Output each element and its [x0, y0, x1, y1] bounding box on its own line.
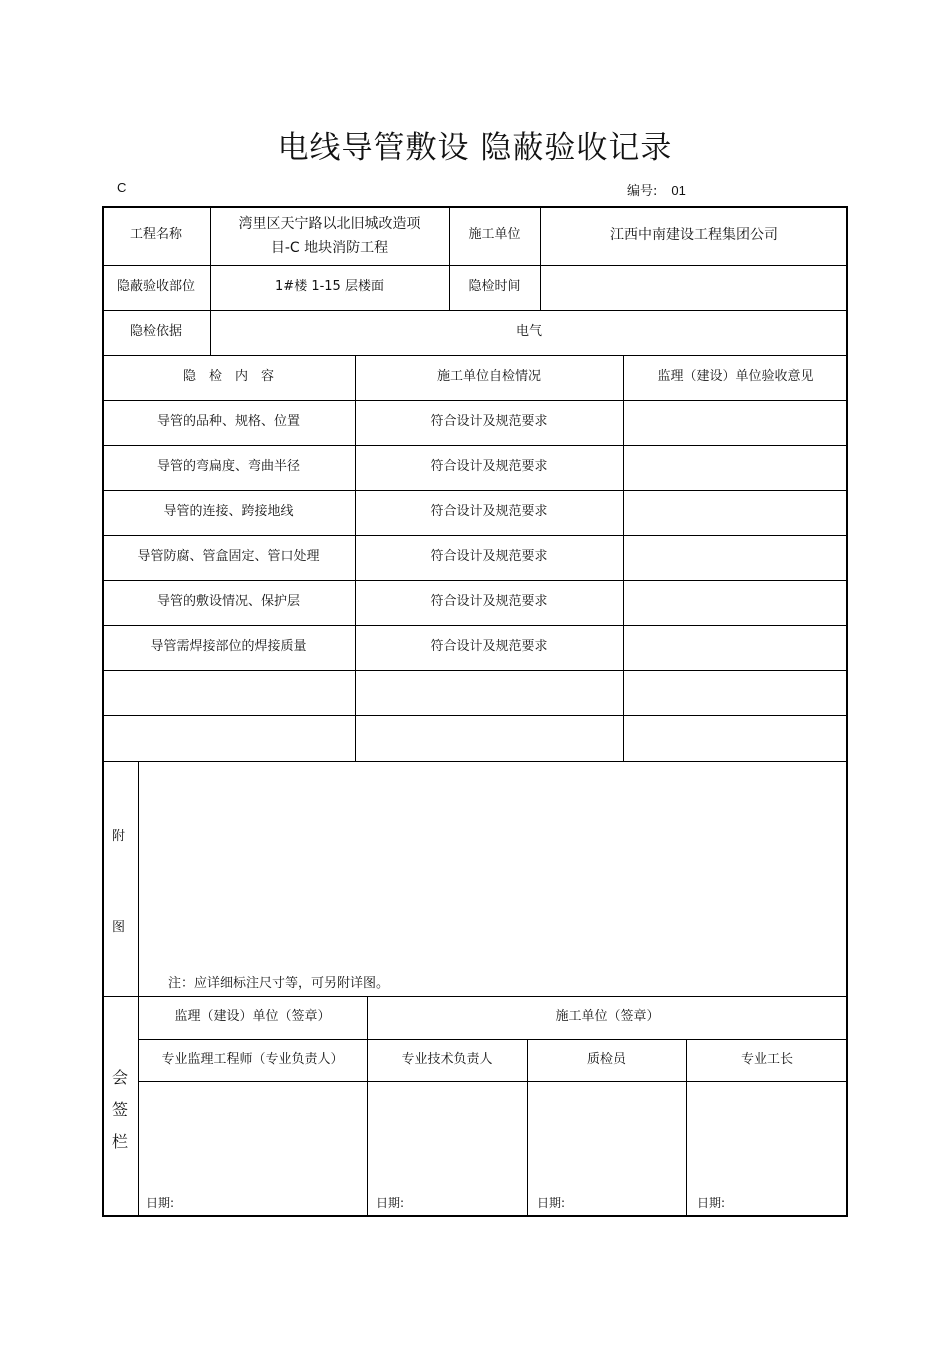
row-content: 导管防腐、管盒固定、管口处理 — [137, 549, 320, 565]
contractor-unit-seal: 施工单位（签章） — [555, 1009, 660, 1025]
project-name-label: 工程名称 — [129, 227, 182, 243]
row-opinion — [623, 400, 848, 445]
row-opinion — [623, 490, 848, 535]
page-title: 电线导管敷设 隐蔽验收记录 — [277, 130, 673, 166]
row-opinion — [623, 580, 848, 625]
row-self-check: 符合设计及规范要求 — [430, 414, 548, 430]
role-foreman: 专业工长 — [740, 1051, 793, 1067]
signoff-char-1: 会 — [111, 1068, 128, 1087]
row-self-check: 符合设计及规范要求 — [430, 639, 548, 655]
row-content: 导管需焊接部位的焊接质量 — [150, 639, 307, 655]
row-opinion — [623, 625, 848, 670]
header-content: 隐 检 内 容 — [182, 369, 274, 385]
row-content: 导管的连接、跨接地线 — [163, 504, 294, 520]
row-self-check: 符合设计及规范要求 — [430, 594, 548, 610]
date-label: 日期: — [537, 1196, 566, 1210]
row-content — [102, 670, 355, 715]
rule — [138, 761, 139, 1217]
row-opinion — [623, 670, 848, 715]
attachment-label-1: 附 — [112, 829, 126, 844]
attachment-label-2: 图 — [112, 920, 126, 935]
row-opinion — [623, 445, 848, 490]
row-self-check: 符合设计及规范要求 — [430, 459, 548, 475]
attachment-note: 注：应详细标注尺寸等，可另附详图。 — [168, 976, 390, 991]
row-self-check: 符合设计及规范要求 — [430, 549, 548, 565]
concealed-part-value: 1#楼 1-15 层楼面 — [275, 279, 384, 295]
row-opinion — [623, 715, 848, 761]
record-number-value: 01 — [671, 183, 686, 198]
date-label: 日期: — [697, 1196, 726, 1210]
signoff-label — [110, 1062, 130, 1158]
contractor-label: 施工单位 — [468, 227, 521, 243]
row-content: 导管的品种、规格、位置 — [156, 414, 300, 430]
supervisor-unit-seal: 监理（建设）单位（签章） — [174, 1009, 331, 1025]
project-name-line1: 湾里区天宁路以北旧城改造项 — [238, 215, 421, 232]
concealed-part-label: 隐蔽验收部位 — [116, 279, 195, 295]
contractor-value: 江西中南建设工程集团公司 — [610, 227, 778, 244]
inspection-basis-value: 电气 — [515, 324, 542, 340]
signoff-char-2: 签 — [111, 1100, 128, 1119]
row-content — [102, 715, 355, 761]
header-supervisor-opinion: 监理（建设）单位验收意见 — [657, 369, 814, 385]
row-content: 导管的弯扁度、弯曲半径 — [156, 459, 300, 475]
row-self-check — [355, 715, 623, 761]
signoff-char-3: 栏 — [111, 1132, 128, 1151]
rule — [102, 761, 848, 762]
row-opinion — [623, 535, 848, 580]
project-name-value — [210, 206, 449, 265]
inspection-time-value — [540, 265, 848, 310]
date-label: 日期: — [146, 1196, 175, 1210]
date-label: 日期: — [376, 1196, 405, 1210]
project-name-line2: 目-C 地块消防工程 — [270, 239, 389, 256]
inspection-basis-label: 隐检依据 — [129, 324, 182, 340]
row-self-check — [355, 670, 623, 715]
role-quality-inspector: 质检员 — [586, 1051, 626, 1067]
header-self-check: 施工单位自检情况 — [436, 369, 541, 385]
row-self-check: 符合设计及规范要求 — [430, 504, 548, 520]
role-supervising-engineer: 专业监理工程师（专业负责人） — [161, 1051, 344, 1067]
record-number — [627, 180, 686, 199]
role-technical-lead: 专业技术负责人 — [401, 1051, 493, 1067]
row-content: 导管的敷设情况、保护层 — [156, 594, 300, 610]
rule — [138, 1081, 848, 1082]
form-code: C — [117, 180, 127, 195]
record-number-label: 编号: — [627, 184, 658, 199]
inspection-time-label: 隐检时间 — [468, 279, 521, 295]
